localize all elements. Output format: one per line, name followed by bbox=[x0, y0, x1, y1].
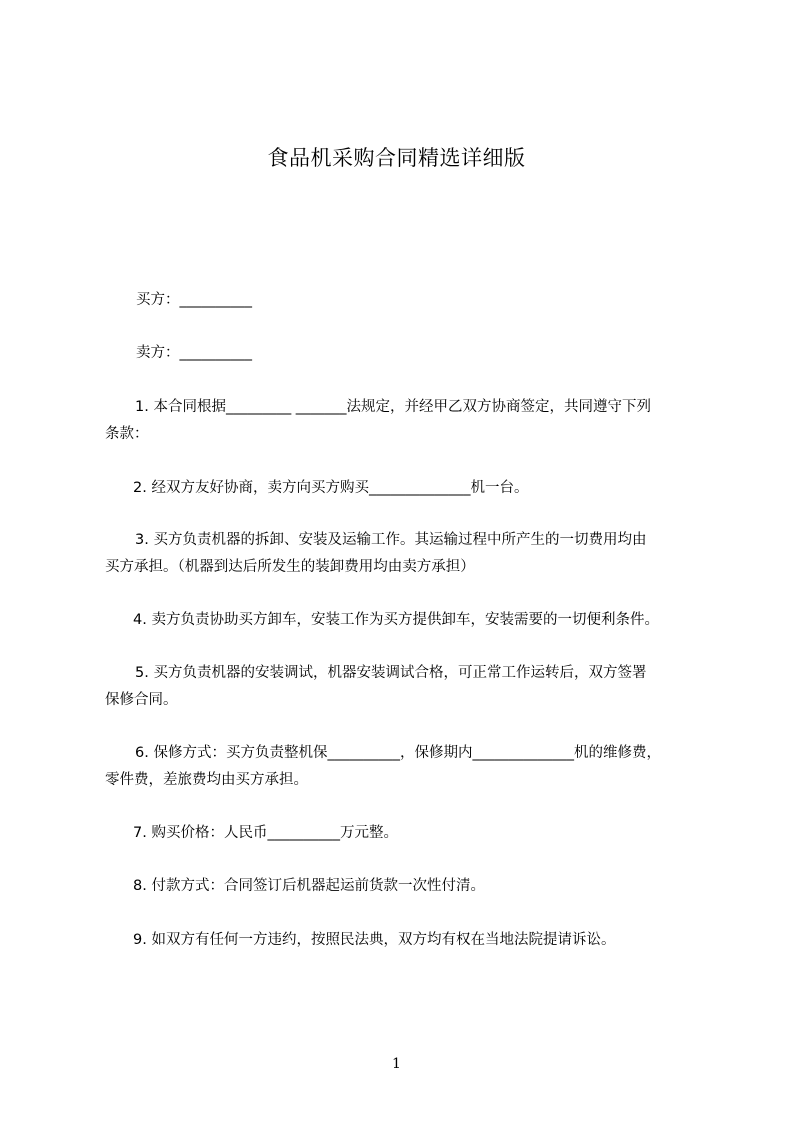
page-number: 1 bbox=[392, 1056, 401, 1072]
clause-1-line2: 条款： bbox=[105, 426, 149, 442]
clause-4 bbox=[105, 607, 705, 634]
buyer-line: 买方：__________ bbox=[136, 292, 252, 308]
clause-9-line1: 9. 如双方有任何一方违约，按照民法典，双方均有权在当地法院提请诉讼。 bbox=[133, 932, 616, 948]
clause-4-line1: 4. 卖方负责协助买方卸车，安装工作为买方提供卸车，安装需要的一切便利条件。 bbox=[133, 612, 659, 628]
clause-1-line1: 1. 本合同根据_________ _______法规定，并经甲乙双方协商签定，共同遵守下列 bbox=[135, 399, 652, 415]
clause-5-line2: 保修合同。 bbox=[105, 692, 178, 708]
clause-5 bbox=[105, 660, 705, 714]
clause-7 bbox=[105, 820, 705, 847]
clause-9 bbox=[105, 927, 705, 954]
clause-3-line1: 3. 买方负责机器的拆卸、安装及运输工作。其运输过程中所产生的一切费用均由 bbox=[135, 532, 647, 548]
clause-3 bbox=[105, 527, 705, 581]
clause-1 bbox=[105, 394, 705, 448]
clause-5-line1: 5. 买方负责机器的安装调试，机器安装调试合格，可正常工作运转后，双方签署 bbox=[135, 665, 647, 681]
clause-6-line2: 零件费，差旅费均由买方承担。 bbox=[105, 772, 308, 788]
document-title: 食品机采购合同精选详细版 bbox=[267, 146, 526, 170]
clause-8 bbox=[105, 873, 705, 900]
clause-7-line1: 7. 购买价格：人民币__________万元整。 bbox=[133, 825, 398, 841]
clause-8-line1: 8. 付款方式：合同签订后机器起运前货款一次性付清。 bbox=[133, 878, 485, 894]
clause-3-line2: 买方承担。（机器到达后所发生的装卸费用均由卖方承担） bbox=[105, 559, 475, 575]
clause-2-line1: 2. 经双方友好协商，卖方向买方购买______________机一台。 bbox=[133, 480, 529, 496]
clause-6 bbox=[105, 740, 705, 794]
clause-2 bbox=[105, 475, 705, 502]
clause-6-line1: 6. 保修方式：买方负责整机保__________，保修期内______________机的维修费， bbox=[135, 745, 661, 761]
seller-line: 卖方：__________ bbox=[136, 345, 252, 361]
